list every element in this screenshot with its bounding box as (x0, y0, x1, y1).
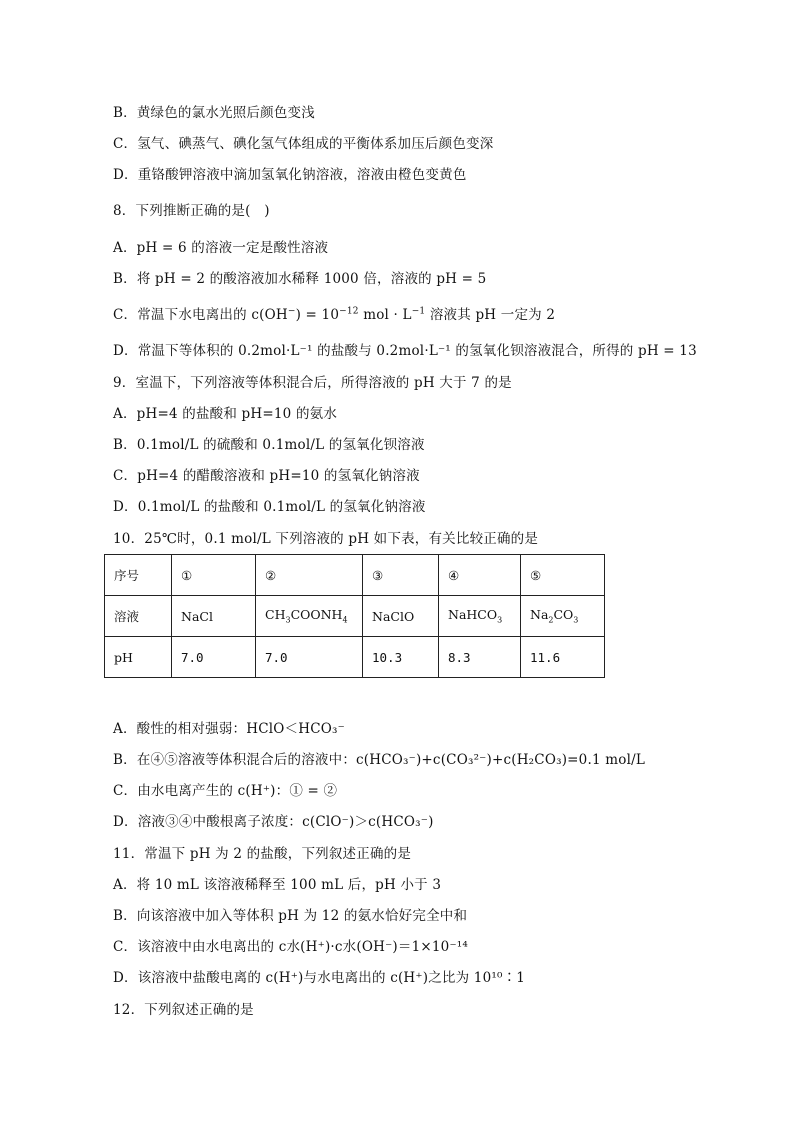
table-cell: ④ (439, 555, 521, 596)
option-7c: C．氢气、碘蒸气、碘化氢气体组成的平衡体系加压后颜色变深 (113, 136, 494, 152)
table-cell (256, 596, 363, 637)
table-cell: 11.6 (521, 637, 605, 678)
table-row (105, 555, 605, 596)
table-cell: ① (172, 555, 256, 596)
option-8c: C．常温下水电离出的 $c(OH^-) = 10^{-12}$ mol · $L^{-1}$ 溶液其 pH 一定为 2 (113, 306, 556, 323)
formula: $CH_3COONH_4$ (265, 607, 348, 625)
table-cell: ② (256, 555, 363, 596)
table-row (105, 637, 605, 678)
table-cell: 7.0 (256, 637, 363, 678)
option-10c: C．由水电离产生的 c(H⁺)：① = ② (113, 783, 338, 799)
ph-table (104, 554, 605, 678)
table-cell: NaClO (363, 596, 439, 637)
option-9b: B．0.1mol/L 的硫酸和 0.1mol/L 的氢氧化钡溶液 (113, 437, 425, 453)
question-8: 8．下列推断正确的是( ) (113, 203, 270, 219)
option-11c: C．该溶液中由水电离出的 c水(H⁺)·c水(OH⁻)＝1×10⁻¹⁴ (113, 939, 468, 955)
table-row (105, 596, 605, 637)
question-11: 11．常温下 pH 为 2 的盐酸，下列叙述正确的是 (113, 846, 412, 862)
table-cell (439, 596, 521, 637)
option-10a: A．酸性的相对强弱：HClO＜HCO₃⁻ (113, 721, 345, 737)
table-cell: 10.3 (363, 637, 439, 678)
option-8a: A．pH = 6 的溶液一定是酸性溶液 (113, 240, 329, 256)
option-7d: D．重铬酸钾溶液中滴加氢氧化钠溶液，溶液由橙色变黄色 (113, 167, 467, 183)
table-cell: 7.0 (172, 637, 256, 678)
option-7b: B．黄绿色的氯水光照后颜色变浅 (113, 105, 315, 121)
question-9: 9．室温下，下列溶液等体积混合后，所得溶液的 pH 大于 7 的是 (113, 375, 512, 391)
option-11d: D．该溶液中盐酸电离的 c(H⁺)与水电离出的 c(H⁺)之比为 10¹⁰∶1 (113, 970, 526, 986)
formula: NaHCO$_3$ (448, 607, 503, 625)
table-header-cell: 序号 (105, 555, 172, 596)
question-10: 10．25℃时，0.1 mol/L 下列溶液的 pH 如下表，有关比较正确的是 (113, 531, 539, 547)
option-9d: D．0.1mol/L 的盐酸和 0.1mol/L 的氢氧化钠溶液 (113, 499, 426, 515)
table-cell: NaCl (172, 596, 256, 637)
option-9a: A．pH=4 的盐酸和 pH=10 的氨水 (113, 406, 338, 422)
table-header-cell: 溶液 (105, 596, 172, 637)
question-12: 12．下列叙述正确的是 (113, 1002, 254, 1018)
option-11b: B．向该溶液中加入等体积 pH 为 12 的氨水恰好完全中和 (113, 908, 468, 924)
table-header-cell: pH (105, 637, 172, 678)
table-cell: 8.3 (439, 637, 521, 678)
table-cell: ③ (363, 555, 439, 596)
option-8d: D．常温下等体积的 0.2mol·L⁻¹ 的盐酸与 0.2mol·L⁻¹ 的氢氧化钡溶液混合，所得的 pH = 13 (113, 343, 697, 359)
option-11a: A．将 10 mL 该溶液稀释至 100 mL 后，pH 小于 3 (113, 877, 442, 893)
table-cell (521, 596, 605, 637)
option-10d: D．溶液③④中酸根离子浓度：c(ClO⁻)＞c(HCO₃⁻) (113, 814, 434, 830)
formula: $Na_2CO_3$ (530, 607, 579, 625)
option-8b: B．将 pH = 2 的酸溶液加水稀释 1000 倍，溶液的 pH = 5 (113, 271, 487, 287)
table-cell: ⑤ (521, 555, 605, 596)
option-10b: B．在④⑤溶液等体积混合后的溶液中：c(HCO₃⁻)+c(CO₃²⁻)+c(H₂CO₃)=0.1 mol/L (113, 752, 646, 768)
option-9c: C．pH=4 的醋酸溶液和 pH=10 的氢氧化钠溶液 (113, 468, 420, 484)
